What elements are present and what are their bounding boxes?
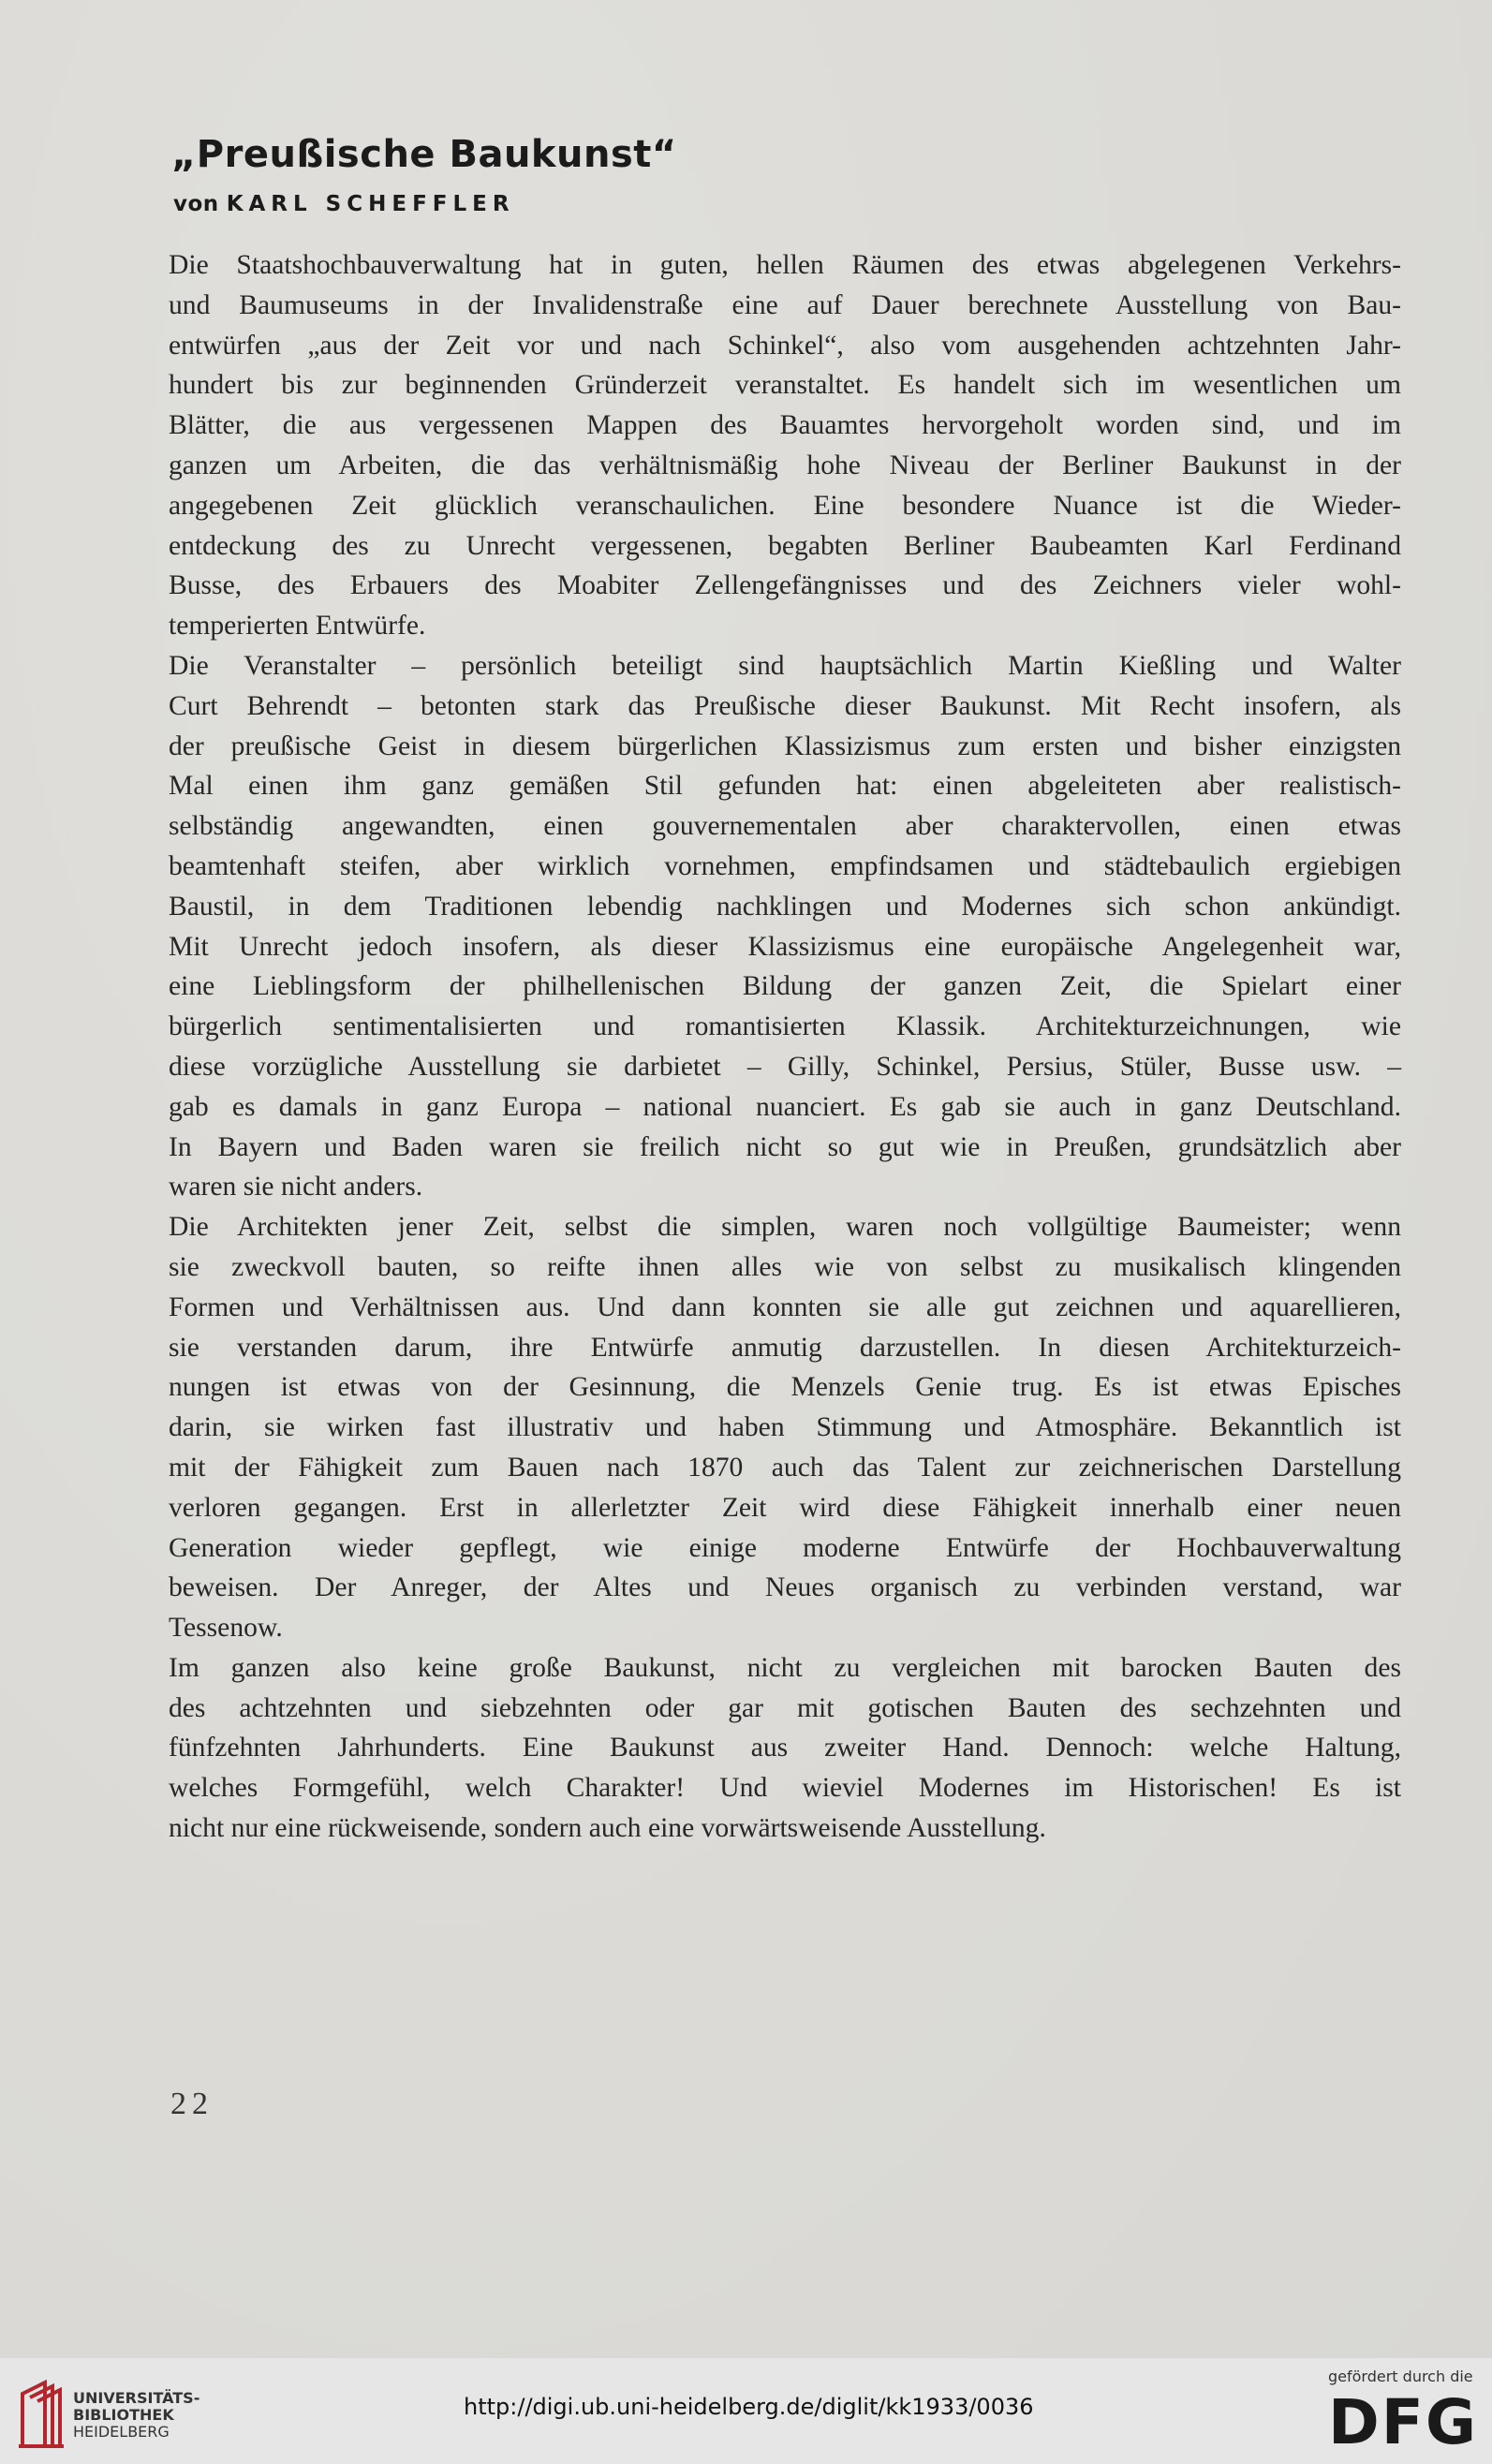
ub-heidelberg-logo-icon <box>15 2377 67 2452</box>
text-line: Die Veranstalter – persönlich beteiligt sind hauptsächlich Martin Kießling und Walter <box>169 650 1401 681</box>
text-line: der preußische Geist in diesem bürgerlichen Klassizismus zum ersten und bisher einzigsten <box>169 730 1401 761</box>
text-line: welches Formgefühl, welch Charakter! Und wieviel Modernes im Historischen! Es ist <box>169 1773 1401 1804</box>
funding-label: gefördert durch die <box>1328 2368 1473 2385</box>
article-body <box>169 245 1401 1849</box>
text-line: nungen ist etwas von der Gesinnung, die Menzels Genie trug. Es ist etwas Episches <box>169 1372 1401 1403</box>
article-title: „Preußische Baukunst“ <box>171 133 677 176</box>
text-line: sie verstanden darum, ihre Entwürfe anmutig darzustellen. In diesen Architekturzeich- <box>169 1332 1401 1363</box>
article-author <box>173 192 515 216</box>
text-line: Generation wieder gepflegt, wie einige moderne Entwürfe der Hochbauverwaltung <box>169 1532 1401 1563</box>
library-name <box>73 2390 199 2441</box>
text-line: sie zweckvoll bauten, so reifte ihnen alles wie von selbst zu musikalisch klingenden <box>169 1251 1401 1282</box>
text-line: entdeckung des zu Unrecht vergessenen, begabten Berliner Baubeamten Karl Ferdinand <box>169 530 1401 561</box>
text-line: Formen und Verhältnissen aus. Und dann konnten sie alle gut zeichnen und aquarellieren, <box>169 1291 1401 1322</box>
text-line: selbständig angewandten, einen gouvernementalen aber charaktervollen, einen etwas <box>169 811 1401 842</box>
permalink-url[interactable]: http://digi.ub.uni-heidelberg.de/diglit/kk1933/0036 <box>464 2394 1034 2420</box>
text-line: beamtenhaft steifen, aber wirklich vornehmen, empfindsamen und städtebaulich ergiebigen <box>169 850 1401 881</box>
paragraph <box>169 1648 1401 1849</box>
text-line: Tessenow. <box>169 1613 283 1644</box>
text-line: Baustil, in dem Traditionen lebendig nachklingen und Modernes sich schon ankündigt. <box>169 891 1401 922</box>
text-line: verloren gegangen. Erst in allerletzter Zeit wird diese Fähigkeit innerhalb einer neuen <box>169 1492 1401 1523</box>
paragraph <box>169 646 1401 1207</box>
library-logo[interactable] <box>15 2377 200 2452</box>
text-line: gab es damals in ganz Europa – national nuanciert. Es gab sie auch in ganz Deutschland. <box>169 1091 1401 1122</box>
text-line: beweisen. Der Anreger, der Altes und Neues organisch zu verbinden verstand, war <box>169 1572 1401 1603</box>
text-line: fünfzehnten Jahrhunderts. Eine Baukunst aus zweiter Hand. Dennoch: welche Haltung, <box>169 1733 1401 1763</box>
text-line: In Bayern und Baden waren sie freilich nicht so gut wie in Preußen, grundsätzlich aber <box>169 1131 1401 1162</box>
text-line: waren sie nicht anders. <box>169 1172 423 1202</box>
text-line: angegebenen Zeit glücklich veranschaulichen. Eine besondere Nuance ist die Wieder- <box>169 490 1401 521</box>
text-line: Im ganzen also keine große Baukunst, nicht zu vergleichen mit barocken Bauten des <box>169 1652 1401 1683</box>
text-line: bürgerlich sentimentalisierten und romantisierten Klassik. Architekturzeichnungen, wie <box>169 1011 1401 1042</box>
text-line: Die Architekten jener Zeit, selbst die simplen, waren noch vollgültige Baumeister; wenn <box>169 1212 1401 1243</box>
text-line: mit der Fähigkeit zum Bauen nach 1870 auch das Talent zur zeichnerischen Darstellung <box>169 1452 1401 1483</box>
text-line: Blätter, die aus vergessenen Mappen des Bauamtes hervorgeholt worden sind, und im <box>169 410 1401 441</box>
text-line: Busse, des Erbauers des Moabiter Zellengefängnisses und des Zeichners vieler wohl- <box>169 570 1401 601</box>
author-prefix: von <box>173 192 219 216</box>
library-name-line: UNIVERSITÄTS- <box>73 2389 200 2407</box>
text-line: temperierten Entwürfe. <box>169 611 426 642</box>
text-line: entwürfen „aus der Zeit vor und nach Schinkel“, also vom ausgehenden achtzehnten Jahr- <box>169 330 1401 361</box>
library-name-line: BIBLIOTHEK <box>73 2406 174 2424</box>
library-name-line: HEIDELBERG <box>73 2423 170 2441</box>
text-line: diese vorzügliche Ausstellung sie darbietet – Gilly, Schinkel, Persius, Stüler, Busse usw. – <box>169 1051 1401 1082</box>
text-line: des achtzehnten und siebzehnten oder gar mit gotischen Bauten des sechzehnten und <box>169 1692 1401 1723</box>
text-line: ganzen um Arbeiten, die das verhältnismäßig hohe Niveau der Berliner Baukunst in der <box>169 450 1401 480</box>
text-line: Curt Behrendt – betonten stark das Preußische dieser Baukunst. Mit Recht insofern, als <box>169 690 1401 721</box>
text-line: Mal einen ihm ganz gemäßen Stil gefunden hat: einen abgeleiteten aber realistisch- <box>169 771 1401 802</box>
paragraph <box>169 1207 1401 1648</box>
author-name: KARL SCHEFFLER <box>226 192 515 216</box>
text-line: eine Lieblingsform der philhellenischen Bildung der ganzen Zeit, die Spielart einer <box>169 971 1401 1002</box>
text-line: hundert bis zur beginnenden Gründerzeit veranstaltet. Es handelt sich im wesentlichen um <box>169 370 1401 401</box>
text-line: und Baumuseums in der Invalidenstraße eine auf Dauer berechnete Ausstellung von Bau- <box>169 289 1401 320</box>
text-line: Die Staatshochbauverwaltung hat in guten, hellen Räumen des etwas abgelegenen Verkehrs- <box>169 250 1401 280</box>
text-line: nicht nur eine rückweisende, sondern auch eine vorwärtsweisende Ausstellung. <box>169 1813 1046 1844</box>
text-line: darin, sie wirken fast illustrativ und haben Stimmung und Atmosphäre. Bekanntlich ist <box>169 1412 1401 1443</box>
dfg-logo[interactable]: DFG <box>1328 2386 1479 2458</box>
page-number: 22 <box>170 2087 214 2121</box>
viewer-footer <box>0 2358 1492 2464</box>
paragraph <box>169 245 1401 646</box>
text-line: Mit Unrecht jedoch insofern, als dieser Klassizismus eine europäische Angelegenheit war, <box>169 931 1401 962</box>
